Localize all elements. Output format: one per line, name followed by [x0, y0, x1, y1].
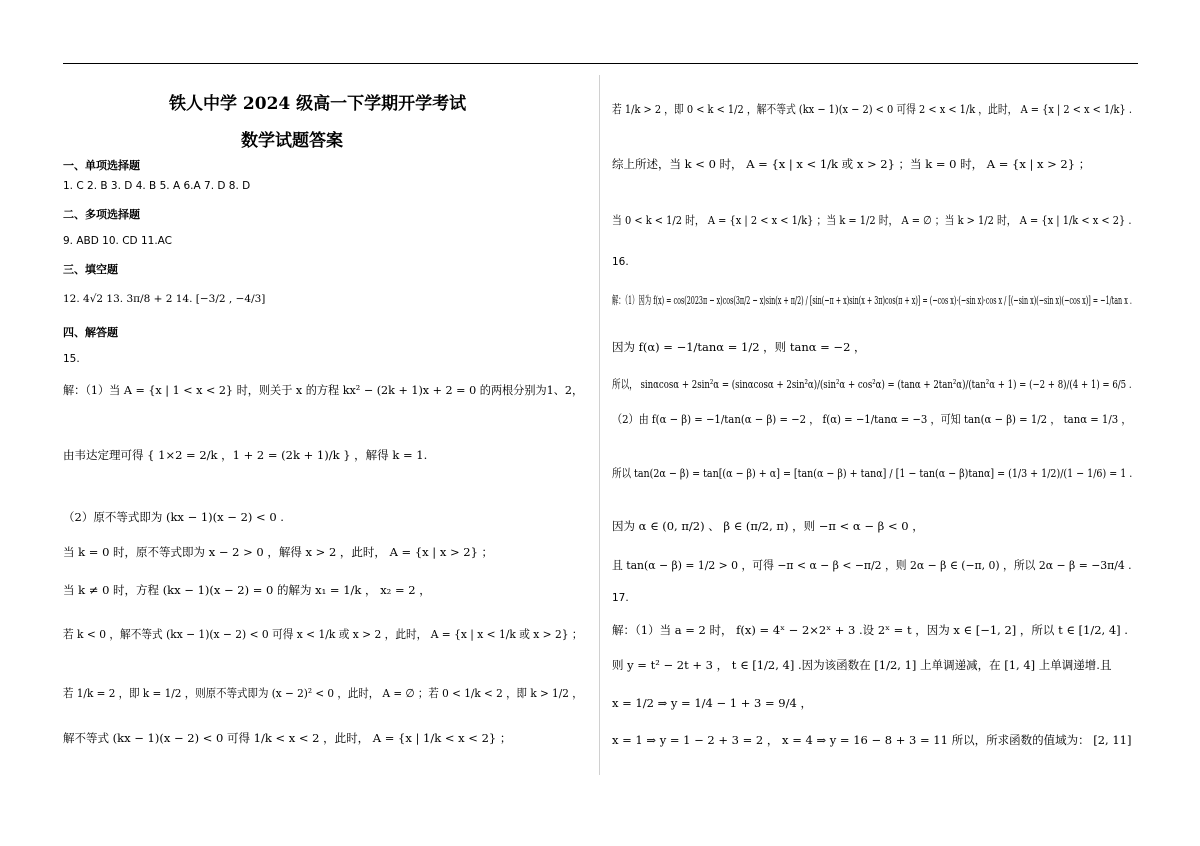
document-subtitle: 数学试题答案 [241, 131, 343, 151]
solution-15-line-8: 解不等式 (kx − 1)(x − 2) < 0 可得 1/k < x < 2 ，此时， A = {x | 1/k < x < 2} ； [63, 731, 512, 745]
question-number-16: 16. [612, 256, 629, 268]
section-heading-solutions: 四、解答题 [63, 326, 118, 339]
question-number-15: 15. [63, 353, 80, 365]
solution-15-line-1: 解：（1）当 A = {x | 1 < x < 2} 时，则关于 x 的方程 kx² − (2k + 1)x + 2 = 0 的两根分别为1、2， [63, 383, 584, 397]
solution-15-line-6: 若 k < 0 ，解不等式 (kx − 1)(x − 2) < 0 可得 x < 1/k 或 x > 2 ，此时， A = {x | x < 1/k 或 x > 2} ； [63, 627, 583, 641]
answers-single-choice: 1. C 2. B 3. D 4. B 5. A 6.A 7. D 8. D [63, 180, 251, 192]
document-title: 铁人中学 2024 级高一下学期开学考试 [169, 94, 467, 114]
answers-fill-blank: 12. 4√2 13. 3π/8 + 2 14. [−3/2 , −4/3] [63, 293, 266, 305]
section-heading-fill-blank: 三、填空题 [63, 263, 118, 276]
section-heading-single-choice: 一、单项选择题 [63, 159, 140, 172]
solution-17-line-4: x = 1 ⇒ y = 1 − 2 + 3 = 2 ， x = 4 ⇒ y = 16 − 8 + 3 = 11 所以，所求函数的值域为： [2, 11] [612, 733, 1132, 747]
solution-16-line-7: 且 tan(α − β) = 1/2 > 0 ，可得 −π < α − β < −π/2 ，则 2α − β ∈ (−π, 0) ，所以 2α − β = −3π/4 . [612, 558, 1132, 572]
question-number-17: 17. [612, 592, 629, 604]
column-divider [599, 75, 600, 775]
solution-16-line-5: 所以 tan(2α − β) = tan[(α − β) + α] = [tan(α − β) + tanα] / [1 − tan(α − β)tanα] = (1/3 + 1/2)/(1 − 1/6) = 1 . [612, 466, 1133, 480]
solution-15-summary-line-1: 综上所述，当 k < 0 时， A = {x | x < 1/k 或 x > 2} ；当 k = 0 时， A = {x | x > 2} ； [612, 157, 1091, 171]
solution-15-line-5: 当 k ≠ 0 时，方程 (kx − 1)(x − 2) = 0 的解为 x₁ = 1/k ， x₂ = 2 ， [63, 583, 431, 597]
solution-17-line-3: x = 1/2 ⇒ y = 1/4 − 1 + 3 = 9/4 ， [612, 696, 812, 710]
solution-15-summary-line-2: 当 0 < k < 1/2 时， A = {x | 2 < x < 1/k} ；当 k = 1/2 时， A = ∅ ；当 k > 1/2 时， A = {x | 1/k < x < 2} . [612, 213, 1132, 227]
solution-16-line-1: 解：（1）因为 f(x) = cos(2023π − x)cos(3π/2 − x)sin(x + π/2) / [sin(−π + x)sin(x + 3π)cos(π + x)] = (−cos x)·(−sin x)·cos x / [(−sin x)(−sin x)(−cos x)] = −1/tan x . [612, 293, 1132, 307]
solution-15-cont-line-1: 若 1/k > 2 ，即 0 < k < 1/2 ，解不等式 (kx − 1)(x − 2) < 0 可得 2 < x < 1/k ，此时， A = {x | 2 < x < 1/k} . [612, 102, 1132, 116]
solution-15-line-7: 若 1/k = 2 ，即 k = 1/2 ，则原不等式即为 (x − 2)² < 0 ，此时， A = ∅ ；若 0 < 1/k < 2 ，即 k > 1/2 ， [63, 686, 583, 700]
solution-15-line-3: （2）原不等式即为 (kx − 1)(x − 2) < 0 . [63, 510, 284, 524]
solution-16-line-4: （2）由 f(α − β) = −1/tan(α − β) = −2 ， f(α) = −1/tanα = −3 ，可知 tan(α − β) = 1/2 ， tanα = 1/3 ， [612, 412, 1132, 426]
solution-17-line-2: 则 y = t² − 2t + 3 ， t ∈ [1/2, 4] .因为该函数在 [1/2, 1] 上单调递减，在 [1, 4] 上单调递增.且 [612, 658, 1112, 672]
section-heading-multi-choice: 二、多项选择题 [63, 208, 140, 221]
answers-multi-choice: 9. ABD 10. CD 11.AC [63, 235, 172, 247]
header-rule [63, 63, 1138, 64]
solution-15-line-4: 当 k = 0 时，原不等式即为 x − 2 > 0 ，解得 x > 2 ，此时， A = {x | x > 2} ； [63, 545, 494, 559]
solution-16-line-3: 所以， sinαcosα + 2sin²α = (sinαcosα + 2sin²α)/(sin²α + cos²α) = (tanα + 2tan²α)/(tan²α + 1) = (−2 + 8)/(4 + 1) = 6/5 . [612, 377, 1132, 391]
solution-15-line-2: 由韦达定理可得 { 1×2 = 2/k ，1 + 2 = (2k + 1)/k } ，解得 k = 1. [63, 448, 428, 462]
solution-16-line-2: 因为 f(α) = −1/tanα = 1/2 ，则 tanα = −2 ， [612, 340, 866, 354]
solution-17-line-1: 解：（1）当 a = 2 时， f(x) = 4ˣ − 2×2ˣ + 3 .设 2ˣ = t ，因为 x ∈ [−1, 2] ，所以 t ∈ [1/2, 4] . [612, 623, 1128, 637]
solution-16-line-6: 因为 α ∈ (0, π/2) 、 β ∈ (π/2, π) ，则 −π < α − β < 0 ， [612, 519, 924, 533]
